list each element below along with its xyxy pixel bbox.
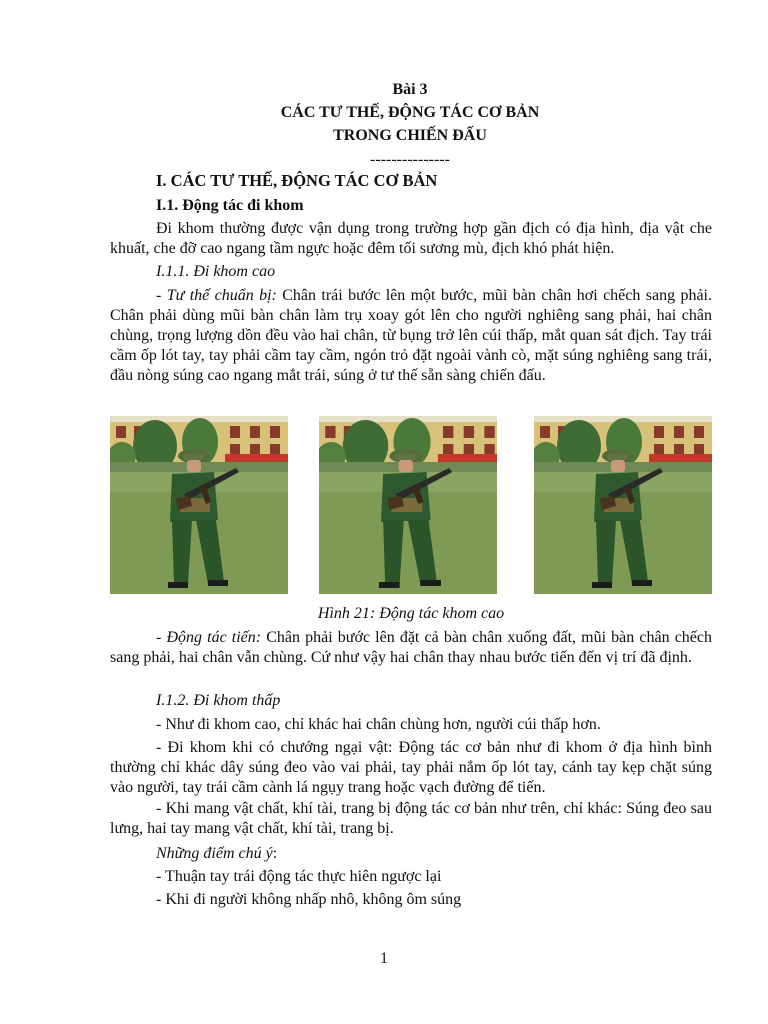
note-item-1: - Thuận tay trái động tác thực hiên ngược lại	[156, 868, 442, 885]
carry-paragraph: - Khi mang vật chất, khí tài, trang bị động tác cơ bản như trên, chỉ khác: Súng đeo sau lưng, hai tay mang vật chất, khí tài, trang bị.	[110, 800, 712, 837]
sub-heading-low-crouch: I.1.2. Đi khom thấp	[156, 692, 281, 709]
lesson-title-line2: TRONG CHIẾN ĐẤU	[333, 127, 487, 144]
low-crouch-text: - Như đi khom cao, chỉ khác hai chân chùng hơn, người cúi thấp hơn.	[156, 716, 601, 733]
photo-high-crouch-2	[319, 416, 497, 594]
advance-text: Chân phải bước lên đặt cả bàn chân xuống đất, mũi bàn chân chếch sang phải, hai chân vẫn chùng. Cứ như vậy hai chân thay nhau bước tiến đến vị trí đã định.	[110, 629, 713, 666]
posture-paragraph	[110, 286, 712, 386]
intro-paragraph: Đi khom thường được vận dụng trong trường hợp gần địch có địa hình, địa vật che khuất, che đỡ cao ngang tầm ngực hoặc đêm tối sương mù, địch khó phát hiện.	[110, 220, 712, 257]
title-separator: ---------------	[370, 151, 450, 168]
lesson-number: Bài 3	[392, 81, 428, 98]
notes-heading	[156, 844, 716, 864]
sub-heading-high-crouch: I.1.1. Đi khom cao	[156, 263, 276, 280]
lesson-title-line1: CÁC TƯ THẾ, ĐỘNG TÁC CƠ BẢN	[280, 104, 540, 121]
notes-label: Những điểm chú ý	[156, 845, 273, 862]
photo-high-crouch-3	[534, 416, 712, 594]
posture-label: - Tư thế chuẩn bị:	[156, 287, 277, 304]
subsection-heading: I.1. Động tác đi khom	[156, 197, 304, 214]
advance-paragraph	[110, 628, 712, 668]
advance-label: - Động tác tiến:	[156, 629, 262, 646]
page-number: 1	[380, 950, 388, 967]
obstacle-paragraph: - Đi khom khi có chướng ngại vật: Động tác cơ bản như đi khom ở địa hình bình thường chỉ khác dây súng đeo vào vai phải, tay phải nắm ốp lót tay, cánh tay kẹp chặt súng vào người, tay trái cầm cành lá ngụy trang hoặc vạch đường để tiến.	[110, 739, 712, 796]
note-item-2: - Khi đi người không nhấp nhô, không ôm súng	[156, 891, 462, 908]
figure-photos	[110, 416, 712, 594]
photo-high-crouch-1	[110, 416, 288, 594]
figure-caption: Hình 21: Động tác khom cao	[317, 605, 505, 622]
notes-colon: :	[272, 845, 278, 862]
section-heading: I. CÁC TƯ THẾ, ĐỘNG TÁC CƠ BẢN	[156, 171, 438, 190]
posture-text: Chân trái bước lên một bước, mũi bàn chân hơi chếch sang phải. Chân phải dùng mũi bàn chân làm trụ xoay gót lên cho người nghiêng sang phải, hai chân chùng, trọng lượng dồn đều vào hai chân, từ bụng trở lên cúi thấp, mắt quan sát địch. Tay trái cầm ốp lót tay, tay phải cầm tay cầm, ngón trỏ đặt ngoài vành cò, mặt súng nghiêng sang trái, đầu nòng súng cao ngang mắt trái, súng ở tư thế sẵn sàng chiến đấu.	[110, 287, 713, 384]
